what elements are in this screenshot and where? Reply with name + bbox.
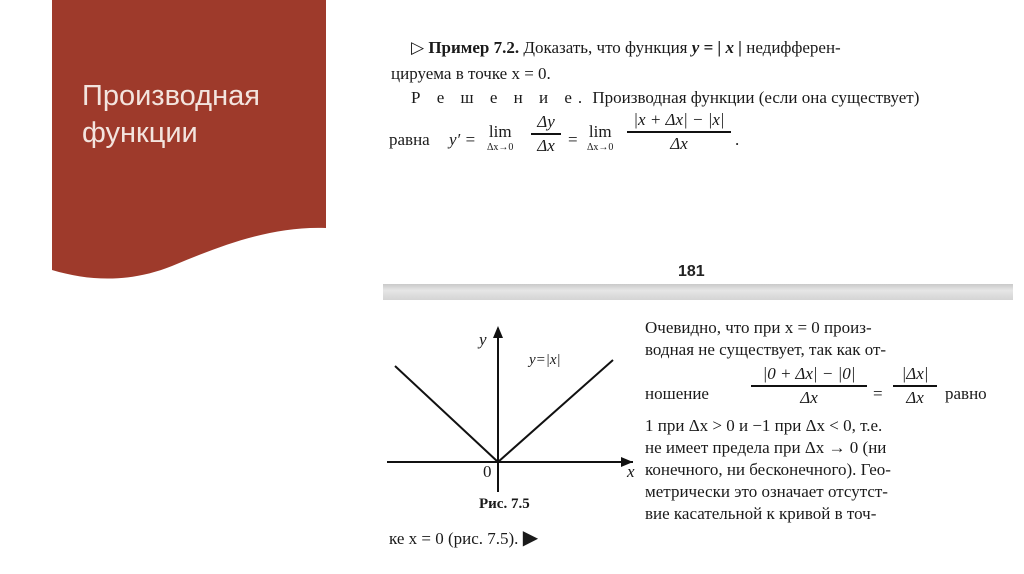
fraction-dx: Δx [537,135,555,155]
limit-1 [487,122,513,153]
example-marker-icon: ▷ [411,38,425,57]
fraction-abs-difference [627,110,731,154]
ratio-fraction-2 [893,364,937,408]
example-formula: y = | x | [691,38,742,57]
solution-label: Р е ш е н и е. [411,88,589,107]
ratio-suffix: равно [945,384,987,403]
text-line-1: Очевидно, что при x = 0 произ- [645,318,872,337]
equals-sign: = [568,130,578,149]
graph-figure [383,322,643,497]
abs-curve [395,360,613,462]
limit-2-sub: Δx→0 [587,142,614,153]
x-axis-label: x [627,462,635,481]
ratio-equals: = [873,384,883,403]
page-divider [383,284,1013,300]
page-number: 181 [678,263,705,280]
ratio-fraction-1-den: Δx [800,387,818,407]
limit-1-label: lim [488,122,512,141]
final-line [389,528,538,549]
fraction-abs-numerator: |x + Δx| − |x| [633,110,725,129]
derivative-prefix: равна [389,130,430,149]
text-line-7: вие касательной к кривой в точ- [645,504,877,523]
text-line-3: 1 при Δx > 0 и −1 при Δx < 0, т.е. [645,416,883,435]
solution-text: Производная функции (если она существует) [592,88,920,107]
limit-2 [587,122,613,153]
ratio-prefix: ношение [645,384,709,403]
text-line-6: метрически это означает отсутст- [645,482,888,501]
title-panel [52,0,326,282]
example-label: Пример 7.2. [428,38,520,57]
ratio-fraction-1-num: |0 + Δx| − |0| [762,364,856,383]
example-line-1 [411,38,841,58]
solution-line [411,88,919,108]
ratio-fraction-1 [751,364,867,408]
example-text: Доказать, что функция [523,38,688,57]
y-axis-label: y [479,330,487,349]
slide-title: Производная функции [82,80,260,149]
y-axis-arrow-icon [493,326,503,338]
ratio-fraction-2-den: Δx [906,387,924,407]
top-page-scan [383,30,1013,285]
example-line-2: цируема в точке x = 0. [391,64,551,83]
derivative-end: . [735,130,740,149]
final-line-text: ке x = 0 (рис. 7.5). [389,529,519,548]
fraction-dy: Δy [537,112,555,131]
curve-label: y=|x| [529,352,561,368]
fraction-dy-dx [531,112,561,156]
fraction-abs-denominator: Δx [670,133,688,153]
limit-1-sub: Δx→0 [487,142,514,153]
text-line-4: не имеет предела при Δx → 0 (ни [645,438,887,457]
derivative-lhs: y′ = [449,130,476,149]
example-tail: недифферен- [746,38,841,57]
origin-label: 0 [483,462,492,481]
text-line-2: водная не существует, так как от- [645,340,887,359]
limit-2-label: lim [588,122,612,141]
bottom-page-scan [383,300,1013,574]
figure-caption: Рис. 7.5 [479,496,530,512]
ratio-fraction-2-num: |Δx| [901,364,929,383]
text-line-5: конечного, ни бесконечного). Гео- [645,460,891,479]
end-marker-icon: ▶ [522,527,539,549]
